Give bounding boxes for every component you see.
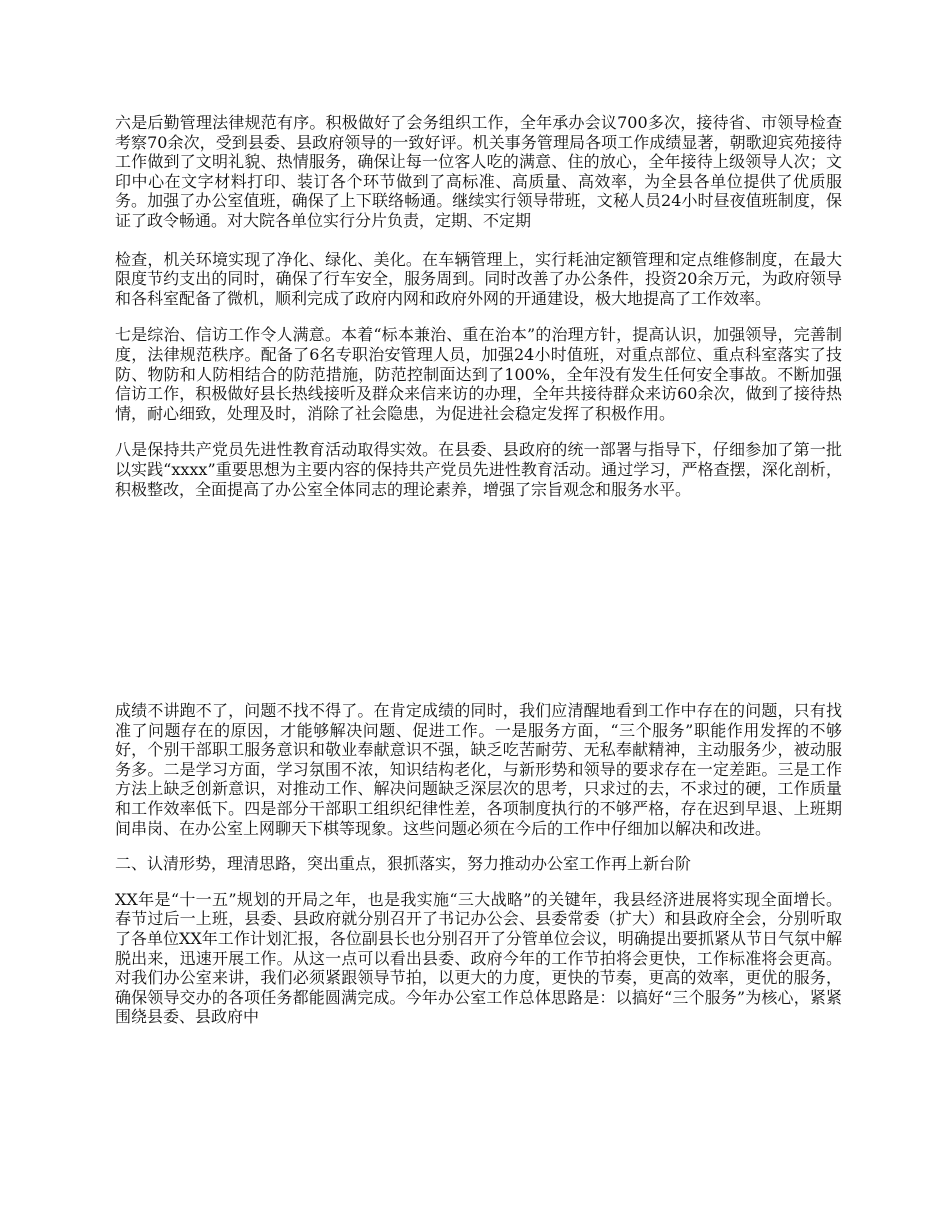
section-heading-two: 二、认清形势，理清思路，突出重点，狠抓落实，努力推动办公室工作再上新台阶 [115, 854, 692, 874]
paragraph-party-education: 八是保持共产党员先进性教育活动取得实效。在县委、县政府的统一部署与指导下，仔细参加了第一批以实践“xxxx”重要思想为主要内容的保持共产党员先进性教育活动。通过学习，严格查摆，深化剖析，积极整改，全面提高了办公室全体同志的理论素养，增强了宗旨观念和服务水平。 [115, 440, 842, 499]
paragraph-existing-problems: 成绩不讲跑不了，问题不找不得了。在肯定成绩的同时，我们应清醒地看到工作中存在的问题，只有找准了问题存在的原因，才能够解决问题、促进工作。一是服务方面，“三个服务”职能作用发挥的不够好，个别干部职工服务意识和敬业奉献意识不强，缺乏吃苦耐劳、无私奉献精神，主动服务少，被动服务多。二是学习方面，学习氛围不浓，知识结构老化，与新形势和领导的要求存在一定差距。三是工作方法上缺乏创新意识，对推动工作、解决问题缺乏深层次的思考，只求过的去，不求过的硬，工作质量和工作效率低下。四是部分干部职工组织纪律性差，各项制度执行的不够严格，存在迟到早退、上班期间串岗、在办公室上网聊天下棋等现象。这些问题必须在今后的工作中仔细加以解决和改进。 [115, 701, 842, 838]
paragraph-vehicle-office-conditions: 检查，机关环境实现了净化、绿化、美化。在车辆管理上，实行耗油定额管理和定点维修制度，在最大限度节约支出的同时，确保了行车安全，服务周到。同时改善了办公条件，投资20余万元，为政府领导和各科室配备了微机，顺利完成了政府内网和政府外网的开通建设，极大地提高了工作效率。 [115, 249, 842, 308]
paragraph-logistics-management: 六是后勤管理法律规范有序。积极做好了会务组织工作，全年承办会议700多次，接待省、市领导检查考察70余次，受到县委、县政府领导的一致好评。机关事务管理局各项工作成绩显著，朝歌迎宾苑接待工作做到了文明礼貌、热情服务，确保让每一位客人吃的满意、住的放心，全年接待上级领导人次；文印中心在文字材料打印、装订各个环节做到了高标准、高质量、高效率，为全县各单位提供了优质服务。加强了办公室值班，确保了上下联络畅通。继续实行领导带班，文秘人员24小时昼夜值班制度，保证了政令畅通。对大院各单位实行分片负责，定期、不定期 [115, 113, 842, 230]
paragraph-security-petitions: 七是综治、信访工作令人满意。本着“标本兼治、重在治本”的治理方针，提高认识，加强领导，完善制度，法律规范秩序。配备了6名专职治安管理人员，加强24小时值班，对重点部位、重点科室落实了技防、物防和人防相结合的防范措施，防范控制面达到了100%，全年没有发生任何安全事故。不断加强信访工作，积极做好县长热线接听及群众来信来访的办理，全年共接待群众来访60余次，做到了接待热情，耐心细致，处理及时，消除了社会隐患，为促进社会稳定发挥了积极作用。 [115, 325, 842, 423]
text-block-lower [115, 701, 842, 1027]
paragraph-situation-outlook: XX年是“十一五”规划的开局之年，也是我实施“三大战略”的关键年，我县经济进展将实现全面增长。春节过后一上班，县委、县政府就分别召开了书记办公会、县委常委（扩大）和县政府全会，分别听取了各单位XX年工作计划汇报，各位副县长也分别召开了分管单位会议，明确提出要抓紧从节日气氛中解脱出来，迅速开展工作。从这一点可以看出县委、政府今年的工作节拍将会更快，工作标准将会更高。对我们办公室来讲，我们必须紧跟领导节拍，以更大的力度，更快的节奏，更高的效率，更优的服务，确保领导交办的各项任务都能圆满完成。今年办公室工作总体思路是：以搞好“三个服务”为核心，紧紧围绕县委、县政府中 [115, 889, 842, 1027]
text-block-upper [115, 113, 842, 499]
